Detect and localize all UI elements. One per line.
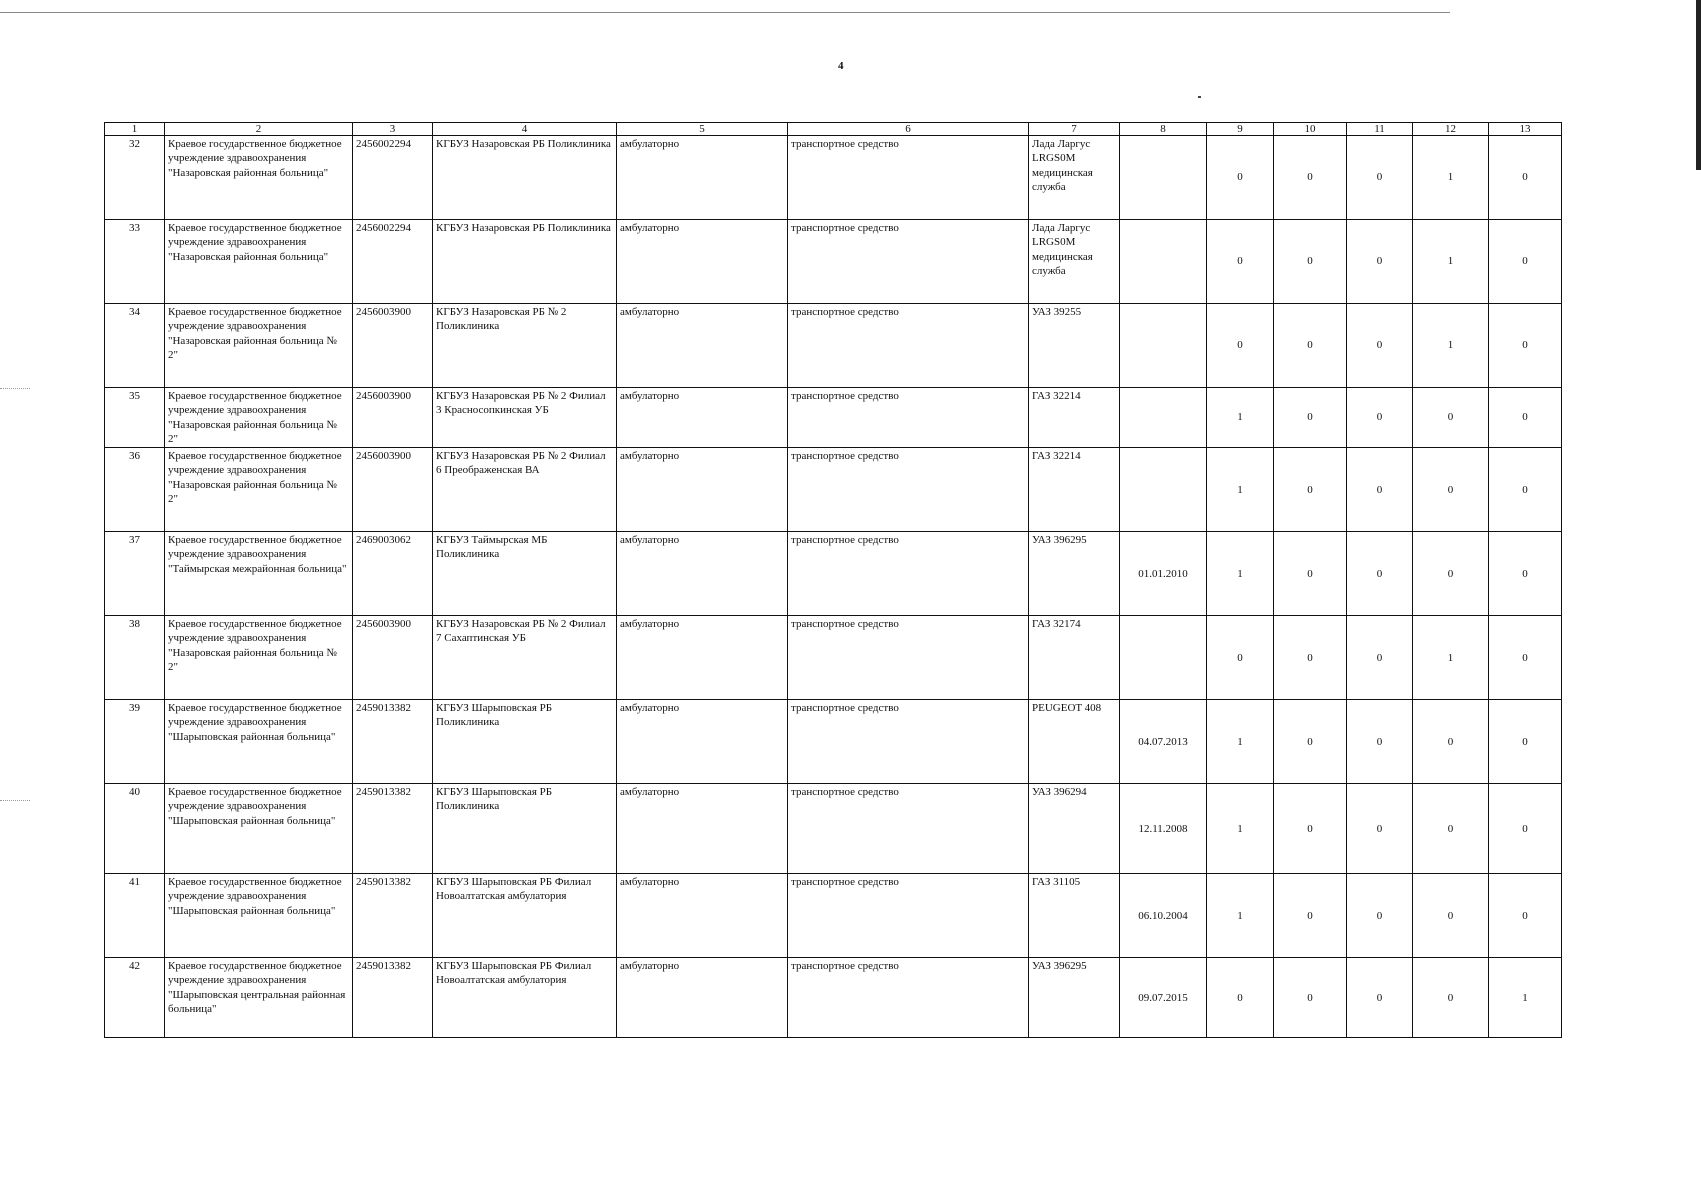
- scan-speck: [1198, 96, 1201, 98]
- organization-name: Краевое государственное бюджетное учреждение здравоохранения "Шарыповская центральная районная больница": [165, 958, 353, 1038]
- care-mode: амбулаторно: [617, 304, 788, 388]
- inn-code: 2459013382: [353, 784, 433, 874]
- inn-code: 2456003900: [353, 448, 433, 532]
- vehicle-model: УАЗ 39255: [1029, 304, 1120, 388]
- subdivision-name: КГБУЗ Шарыповская РБ Филиал Новоалтатская амбулатория: [433, 958, 617, 1038]
- row-number: 39: [105, 700, 165, 784]
- value-col-9: 1: [1207, 532, 1274, 616]
- care-mode: амбулаторно: [617, 784, 788, 874]
- page-number: 4: [838, 60, 844, 72]
- value-col-9: 1: [1207, 874, 1274, 958]
- equipment-type: транспортное средство: [788, 220, 1029, 304]
- value-col-9: 0: [1207, 616, 1274, 700]
- commission-date: [1120, 616, 1207, 700]
- value-col-10: 0: [1274, 448, 1347, 532]
- value-col-10: 0: [1274, 616, 1347, 700]
- value-col-11: 0: [1347, 784, 1413, 874]
- organization-name: Краевое государственное бюджетное учреждение здравоохранения "Шарыповская районная больница": [165, 784, 353, 874]
- equipment-type: транспортное средство: [788, 784, 1029, 874]
- value-col-11: 0: [1347, 388, 1413, 448]
- value-col-13: 0: [1489, 616, 1562, 700]
- inn-code: 2456003900: [353, 616, 433, 700]
- value-col-11: 0: [1347, 532, 1413, 616]
- care-mode: амбулаторно: [617, 616, 788, 700]
- column-number: 9: [1207, 123, 1274, 136]
- row-number: 42: [105, 958, 165, 1038]
- care-mode: амбулаторно: [617, 874, 788, 958]
- value-col-11: 0: [1347, 616, 1413, 700]
- care-mode: амбулаторно: [617, 700, 788, 784]
- commission-date: 06.10.2004: [1120, 874, 1207, 958]
- value-col-13: 0: [1489, 304, 1562, 388]
- value-col-10: 0: [1274, 136, 1347, 220]
- value-col-12: 0: [1413, 448, 1489, 532]
- table-row: [105, 874, 1562, 958]
- value-col-13: 0: [1489, 874, 1562, 958]
- scan-top-edge: [0, 12, 1450, 13]
- equipment-type: транспортное средство: [788, 958, 1029, 1038]
- commission-date: 04.07.2013: [1120, 700, 1207, 784]
- organization-name: Краевое государственное бюджетное учреждение здравоохранения "Назаровская районная больница": [165, 136, 353, 220]
- organization-name: Краевое государственное бюджетное учреждение здравоохранения "Назаровская районная больница № 2": [165, 304, 353, 388]
- value-col-11: 0: [1347, 874, 1413, 958]
- organization-name: Краевое государственное бюджетное учреждение здравоохранения "Шарыповская районная больница": [165, 700, 353, 784]
- row-number: 34: [105, 304, 165, 388]
- commission-date: [1120, 304, 1207, 388]
- inn-code: 2459013382: [353, 874, 433, 958]
- value-col-10: 0: [1274, 958, 1347, 1038]
- value-col-9: 0: [1207, 958, 1274, 1038]
- equipment-type: транспортное средство: [788, 448, 1029, 532]
- row-number: 37: [105, 532, 165, 616]
- value-col-10: 0: [1274, 784, 1347, 874]
- value-col-11: 0: [1347, 448, 1413, 532]
- row-number: 35: [105, 388, 165, 448]
- vehicle-model: ГАЗ 32214: [1029, 388, 1120, 448]
- column-number: 8: [1120, 123, 1207, 136]
- inn-code: 2459013382: [353, 700, 433, 784]
- commission-date: 12.11.2008: [1120, 784, 1207, 874]
- vehicle-model: Лада Ларгус LRGS0M медицинская служба: [1029, 220, 1120, 304]
- value-col-13: 0: [1489, 136, 1562, 220]
- scan-margin-mark: [0, 800, 30, 801]
- column-number: 3: [353, 123, 433, 136]
- value-col-10: 0: [1274, 532, 1347, 616]
- scan-right-edge: [1696, 0, 1701, 170]
- subdivision-name: КГБУЗ Шарыповская РБ Филиал Новоалтатская амбулатория: [433, 874, 617, 958]
- vehicle-model: УАЗ 396295: [1029, 958, 1120, 1038]
- vehicle-model: PEUGEOT 408: [1029, 700, 1120, 784]
- equipment-type: транспортное средство: [788, 874, 1029, 958]
- value-col-11: 0: [1347, 958, 1413, 1038]
- value-col-11: 0: [1347, 304, 1413, 388]
- value-col-9: 1: [1207, 784, 1274, 874]
- vehicle-model: УАЗ 396295: [1029, 532, 1120, 616]
- value-col-13: 0: [1489, 448, 1562, 532]
- subdivision-name: КГБУЗ Назаровская РБ № 2 Филиал 7 Сахаптинская УБ: [433, 616, 617, 700]
- care-mode: амбулаторно: [617, 958, 788, 1038]
- value-col-12: 0: [1413, 784, 1489, 874]
- organization-name: Краевое государственное бюджетное учреждение здравоохранения "Назаровская районная больница № 2": [165, 388, 353, 448]
- vehicle-model: Лада Ларгус LRGS0M медицинская служба: [1029, 136, 1120, 220]
- value-col-9: 1: [1207, 448, 1274, 532]
- column-number: 12: [1413, 123, 1489, 136]
- value-col-12: 1: [1413, 136, 1489, 220]
- commission-date: 09.07.2015: [1120, 958, 1207, 1038]
- subdivision-name: КГБУЗ Назаровская РБ Поликлиника: [433, 220, 617, 304]
- value-col-10: 0: [1274, 304, 1347, 388]
- organization-name: Краевое государственное бюджетное учреждение здравоохранения "Назаровская районная больница № 2": [165, 616, 353, 700]
- value-col-12: 0: [1413, 700, 1489, 784]
- value-col-9: 0: [1207, 304, 1274, 388]
- commission-date: 01.01.2010: [1120, 532, 1207, 616]
- column-number: 11: [1347, 123, 1413, 136]
- subdivision-name: КГБУЗ Шарыповская РБ Поликлиника: [433, 700, 617, 784]
- subdivision-name: КГБУЗ Шарыповская РБ Поликлиника: [433, 784, 617, 874]
- value-col-9: 0: [1207, 220, 1274, 304]
- organization-name: Краевое государственное бюджетное учреждение здравоохранения "Назаровская районная больница": [165, 220, 353, 304]
- inn-code: 2459013382: [353, 958, 433, 1038]
- vehicle-model: ГАЗ 32174: [1029, 616, 1120, 700]
- value-col-11: 0: [1347, 136, 1413, 220]
- commission-date: [1120, 136, 1207, 220]
- column-number: 7: [1029, 123, 1120, 136]
- table-row: [105, 616, 1562, 700]
- value-col-13: 1: [1489, 958, 1562, 1038]
- value-col-12: 0: [1413, 874, 1489, 958]
- value-col-10: 0: [1274, 700, 1347, 784]
- value-col-12: 0: [1413, 388, 1489, 448]
- table-row: [105, 448, 1562, 532]
- column-number: 5: [617, 123, 788, 136]
- row-number: 41: [105, 874, 165, 958]
- value-col-9: 0: [1207, 136, 1274, 220]
- inn-code: 2456003900: [353, 388, 433, 448]
- column-number: 6: [788, 123, 1029, 136]
- equipment-type: транспортное средство: [788, 532, 1029, 616]
- equipment-type: транспортное средство: [788, 388, 1029, 448]
- organization-name: Краевое государственное бюджетное учреждение здравоохранения "Назаровская районная больница № 2": [165, 448, 353, 532]
- subdivision-name: КГБУЗ Назаровская РБ № 2 Филиал 6 Преображенская ВА: [433, 448, 617, 532]
- care-mode: амбулаторно: [617, 448, 788, 532]
- inn-code: 2456002294: [353, 136, 433, 220]
- value-col-13: 0: [1489, 784, 1562, 874]
- column-number: 4: [433, 123, 617, 136]
- table-row: [105, 136, 1562, 220]
- inn-code: 2456003900: [353, 304, 433, 388]
- value-col-10: 0: [1274, 388, 1347, 448]
- value-col-12: 1: [1413, 220, 1489, 304]
- column-number: 10: [1274, 123, 1347, 136]
- care-mode: амбулаторно: [617, 532, 788, 616]
- value-col-12: 0: [1413, 532, 1489, 616]
- row-number: 40: [105, 784, 165, 874]
- subdivision-name: КГБУЗ Назаровская РБ № 2 Поликлиника: [433, 304, 617, 388]
- vehicle-model: ГАЗ 31105: [1029, 874, 1120, 958]
- table-row: [105, 388, 1562, 448]
- equipment-type: транспортное средство: [788, 136, 1029, 220]
- equipment-type: транспортное средство: [788, 616, 1029, 700]
- row-number: 32: [105, 136, 165, 220]
- column-number: 1: [105, 123, 165, 136]
- care-mode: амбулаторно: [617, 388, 788, 448]
- inn-code: 2469003062: [353, 532, 433, 616]
- row-number: 36: [105, 448, 165, 532]
- commission-date: [1120, 448, 1207, 532]
- equipment-type: транспортное средство: [788, 304, 1029, 388]
- vehicle-model: ГАЗ 32214: [1029, 448, 1120, 532]
- subdivision-name: КГБУЗ Назаровская РБ № 2 Филиал 3 Красносопкинская УБ: [433, 388, 617, 448]
- value-col-13: 0: [1489, 388, 1562, 448]
- vehicle-model: УАЗ 396294: [1029, 784, 1120, 874]
- inn-code: 2456002294: [353, 220, 433, 304]
- table-row: [105, 784, 1562, 874]
- value-col-12: 1: [1413, 616, 1489, 700]
- value-col-11: 0: [1347, 220, 1413, 304]
- organization-name: Краевое государственное бюджетное учреждение здравоохранения "Шарыповская районная больница": [165, 874, 353, 958]
- table-row: [105, 532, 1562, 616]
- value-col-9: 1: [1207, 388, 1274, 448]
- column-number: 13: [1489, 123, 1562, 136]
- organization-name: Краевое государственное бюджетное учреждение здравоохранения "Таймырская межрайонная больница": [165, 532, 353, 616]
- commission-date: [1120, 220, 1207, 304]
- register-table: [104, 122, 1562, 1038]
- value-col-13: 0: [1489, 532, 1562, 616]
- value-col-12: 0: [1413, 958, 1489, 1038]
- column-number-header-row: [105, 123, 1562, 136]
- equipment-type: транспортное средство: [788, 700, 1029, 784]
- value-col-12: 1: [1413, 304, 1489, 388]
- subdivision-name: КГБУЗ Назаровская РБ Поликлиника: [433, 136, 617, 220]
- column-number: 2: [165, 123, 353, 136]
- table-row: [105, 958, 1562, 1038]
- subdivision-name: КГБУЗ Таймырская МБ Поликлиника: [433, 532, 617, 616]
- row-number: 38: [105, 616, 165, 700]
- value-col-11: 0: [1347, 700, 1413, 784]
- value-col-10: 0: [1274, 220, 1347, 304]
- value-col-9: 1: [1207, 700, 1274, 784]
- commission-date: [1120, 388, 1207, 448]
- value-col-13: 0: [1489, 220, 1562, 304]
- value-col-10: 0: [1274, 874, 1347, 958]
- care-mode: амбулаторно: [617, 136, 788, 220]
- scan-margin-mark: [0, 388, 30, 389]
- row-number: 33: [105, 220, 165, 304]
- value-col-13: 0: [1489, 700, 1562, 784]
- table-row: [105, 700, 1562, 784]
- care-mode: амбулаторно: [617, 220, 788, 304]
- table-row: [105, 304, 1562, 388]
- table-row: [105, 220, 1562, 304]
